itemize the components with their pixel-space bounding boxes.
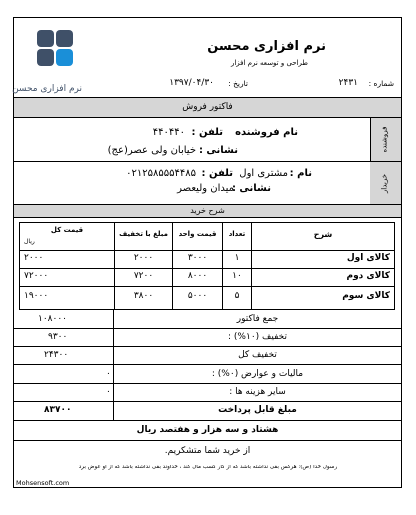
divider — [14, 401, 402, 402]
divider — [14, 217, 402, 218]
col-header-qty: تعداد — [228, 230, 246, 238]
buyer-phone-value: ۰۲۱۲۵۸۵۵۵۴۴۸۵ — [126, 168, 196, 179]
summary-total-discount-label: تخفیف کل — [238, 350, 277, 360]
col-header-total: قیمت کل — [50, 226, 84, 234]
summary-tax-value: ۰ — [106, 369, 111, 379]
invoice-title: فاکتور فروش — [182, 102, 233, 112]
summary-subtotal-label: جمع فاکتور — [236, 314, 279, 324]
summary-total-discount-value: ۲۴۳۰۰ — [44, 350, 69, 360]
summary-other-costs-label: سایر هزینه ها : — [229, 387, 286, 397]
date-label: تاریخ : — [228, 79, 248, 88]
summary-payable-label: مبلغ قابل پرداخت — [218, 405, 297, 415]
row-3-unit-price: ۵۰۰۰ — [187, 291, 208, 301]
buyer-section-label: خریدار — [380, 173, 389, 194]
row-2-discounted: ۷۲۰۰ — [133, 271, 154, 281]
row-3-description: کالای سوم — [342, 291, 390, 301]
divider — [14, 161, 402, 162]
purchase-title: شرح خرید — [190, 206, 225, 215]
company-logo — [37, 30, 73, 84]
row-2-description: کالای دوم — [346, 271, 390, 281]
buyer-phone-label: تلفن : — [201, 168, 233, 179]
seller-section-label: فروشنده — [380, 126, 389, 153]
row-1-unit-price: ۳۰۰۰ — [187, 253, 208, 263]
divider — [14, 440, 402, 441]
divider — [14, 117, 402, 118]
seller-name-label: نام فروشنده — [235, 127, 298, 138]
buyer-name-label: نام : — [289, 168, 312, 179]
divider — [113, 310, 114, 420]
divider — [14, 328, 402, 329]
col-header-unit-price: قیمت واحد — [178, 230, 217, 238]
seller-address-value: خیابان ولی عصر(عج) — [107, 145, 196, 156]
col-header-description: شرح — [313, 230, 333, 239]
divider — [14, 346, 402, 347]
buyer-address-value: میدان ولیعصر — [177, 183, 234, 194]
row-2-total: ۷۲۰۰۰ — [24, 271, 49, 281]
summary-tax-label: مالیات و عوارض (۰%) : — [211, 369, 304, 379]
summary-discount-pct-value: ۹۳۰۰ — [48, 332, 68, 342]
number-value: ۲۴۳۱ — [338, 78, 358, 88]
summary-other-costs-value: ۰ — [106, 387, 111, 397]
row-1-qty: ۱ — [234, 253, 240, 263]
row-1-total: ۲۰۰۰ — [24, 253, 44, 263]
summary-payable-value: ۸۳۷۰۰ — [44, 405, 72, 415]
seller-phone-label: تلفن : — [191, 127, 223, 138]
amount-in-words: هشتاد و سه هزار و هفتصد ریال — [136, 425, 279, 435]
summary-subtotal-value: ۱۰۸۰۰۰ — [38, 314, 68, 324]
row-3-discounted: ۳۸۰۰ — [133, 291, 154, 301]
items-table — [19, 222, 395, 310]
col-header-discounted: مبلغ با تخفیف — [119, 230, 168, 238]
col-header-currency: ریال — [24, 238, 35, 245]
row-3-total: ۱۹۰۰۰ — [24, 291, 49, 301]
divider — [14, 383, 402, 384]
date-value: ۱۳۹۷/۰۴/۳۰ — [169, 78, 214, 88]
divider — [14, 420, 402, 421]
company-name: نرم افزاری محسن — [207, 39, 326, 54]
row-3-qty: ۵ — [234, 291, 240, 301]
seller-address-label: نشانی : — [198, 145, 238, 156]
buyer-address-label: نشانی : — [231, 183, 271, 194]
row-2-qty: ۱۰ — [232, 271, 242, 281]
website-text[interactable]: Mohsensoft.com — [16, 479, 70, 487]
row-1-description: کالای اول — [346, 253, 390, 263]
thanks-message: از خرید شما متشکریم. — [164, 446, 251, 456]
footer-quote: رسول خدا (ص): هرکس بفی نداشته باشد که از کار کسب مال کند ، خداوند بفی نداشته باشد که از او عوض برد — [78, 465, 338, 470]
buyer-name-value: مشتری اول — [239, 168, 288, 179]
number-label: شماره : — [368, 79, 394, 88]
row-2-unit-price: ۸۰۰۰ — [187, 271, 208, 281]
divider — [14, 364, 402, 365]
company-tagline: طراحی و توسعه نرم افزار — [230, 59, 308, 67]
logo-text: نرم افزاری محسن — [12, 84, 82, 94]
seller-phone-value: ۴۴۰۴۴۰ — [152, 127, 185, 138]
divider — [14, 97, 402, 98]
row-1-discounted: ۲۰۰۰ — [133, 253, 154, 263]
summary-discount-pct-label: تخفیف (۱۰%) : — [228, 332, 287, 342]
